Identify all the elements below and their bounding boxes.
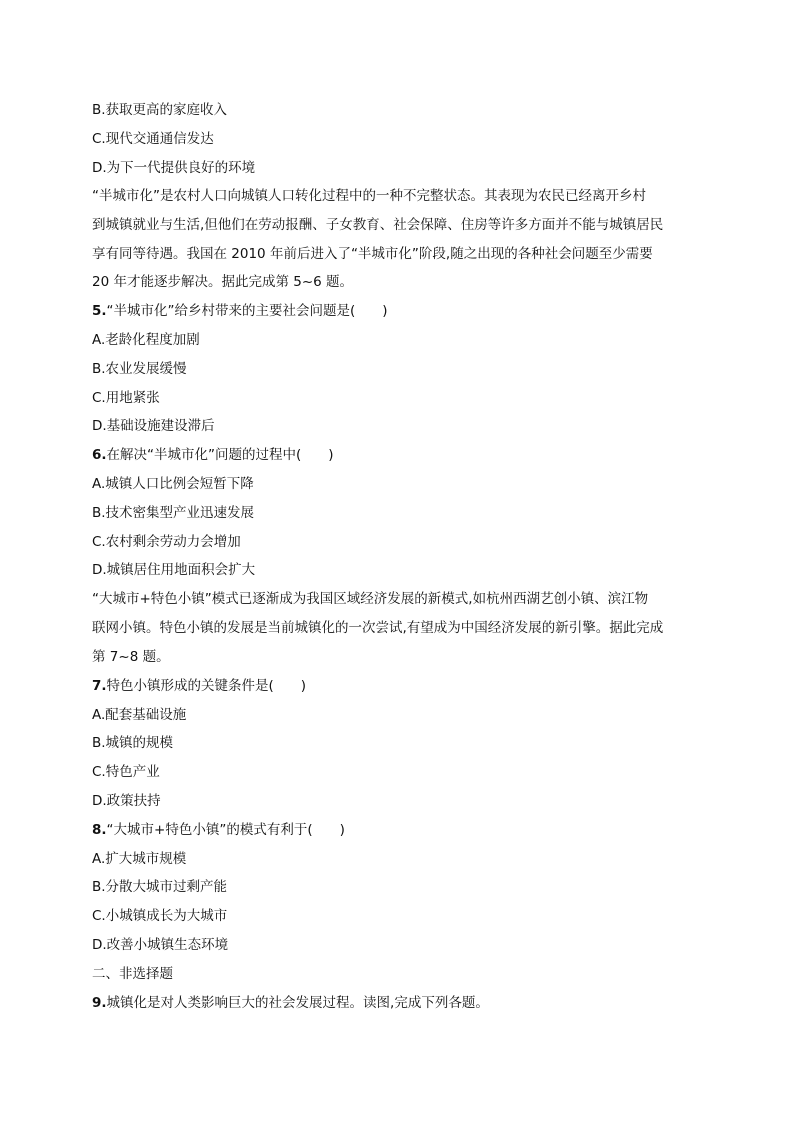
q5-option-a: A.老龄化程度加剧 <box>92 332 200 348</box>
question-5-text: “半城市化”给乡村带来的主要社会问题是( ) <box>106 303 388 319</box>
q4-option-b: B.获取更高的家庭收入 <box>92 102 228 118</box>
question-9-text: 城镇化是对人类影响巨大的社会发展过程。读图,完成下列各题。 <box>106 995 489 1011</box>
passage1-line-4: 20 年才能逐步解决。据此完成第 5~6 题。 <box>92 274 354 290</box>
q5-option-d: D.基础设施建设滞后 <box>92 418 215 434</box>
q7-option-a: A.配套基础设施 <box>92 707 187 723</box>
q8-option-b: B.分散大城市过剩产能 <box>92 879 228 895</box>
question-8 <box>92 821 345 839</box>
passage2-line-3: 第 7~8 题。 <box>92 649 170 665</box>
q6-option-d: D.城镇居住用地面积会扩大 <box>92 562 256 578</box>
question-7-text: 特色小镇形成的关键条件是( ) <box>106 678 307 694</box>
passage1-line-2: 到城镇就业与生活,但他们在劳动报酬、子女教育、社会保障、住房等许多方面并不能与城镇居民 <box>92 217 664 233</box>
question-7-number: 7. <box>92 678 107 694</box>
passage2-line-2: 联网小镇。特色小镇的发展是当前城镇化的一次尝试,有望成为中国经济发展的新引擎。据此完成 <box>92 620 664 636</box>
q8-option-d: D.改善小城镇生态环境 <box>92 937 229 953</box>
question-9-number: 9. <box>92 995 107 1011</box>
q5-option-b: B.农业发展缓慢 <box>92 361 187 377</box>
passage2-line-1: “大城市+特色小镇”模式已逐渐成为我国区域经济发展的新模式,如杭州西湖艺创小镇、滨江物 <box>92 591 649 607</box>
q7-option-b: B.城镇的规模 <box>92 735 174 751</box>
passage1-line-1: “半城市化”是农村人口向城镇人口转化过程中的一种不完整状态。其表现为农民已经离开乡村 <box>92 188 646 204</box>
q6-option-c: C.农村剩余劳动力会增加 <box>92 534 241 550</box>
q8-option-a: A.扩大城市规模 <box>92 851 187 867</box>
question-7 <box>92 677 306 695</box>
q5-option-c: C.用地紧张 <box>92 390 160 406</box>
question-9 <box>92 994 489 1012</box>
q7-option-d: D.政策扶持 <box>92 793 161 809</box>
question-6-text: 在解决“半城市化”问题的过程中( ) <box>106 447 334 463</box>
q6-option-b: B.技术密集型产业迅速发展 <box>92 505 255 521</box>
question-5 <box>92 302 388 320</box>
question-6 <box>92 446 334 464</box>
question-8-number: 8. <box>92 822 107 838</box>
q4-option-d: D.为下一代提供良好的环境 <box>92 160 256 176</box>
q4-option-c: C.现代交通通信发达 <box>92 131 214 147</box>
passage1-line-3: 享有同等待遇。我国在 2010 年前后进入了“半城市化”阶段,随之出现的各种社会问题至少需要 <box>92 246 653 262</box>
section-2-title: 二、非选择题 <box>92 966 173 982</box>
question-5-number: 5. <box>92 303 107 319</box>
q8-option-c: C.小城镇成长为大城市 <box>92 908 228 924</box>
question-6-number: 6. <box>92 447 107 463</box>
question-8-text: “大城市+特色小镇”的模式有利于( ) <box>106 822 345 838</box>
q7-option-c: C.特色产业 <box>92 764 160 780</box>
q6-option-a: A.城镇人口比例会短暂下降 <box>92 476 254 492</box>
